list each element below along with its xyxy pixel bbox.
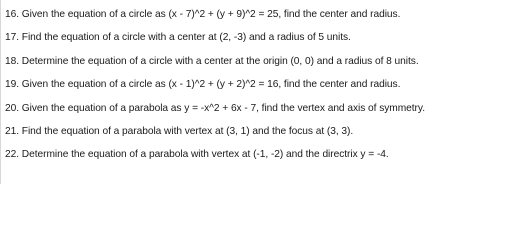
- question-number: 22.: [5, 149, 20, 161]
- question-number: 17.: [5, 32, 20, 44]
- question-text: Given the equation of a circle as (x - 7)^2 + (y + 9)^2 = 25, find the center and radius.: [21, 9, 401, 20]
- question-item: [5, 97, 517, 120]
- page-border: [0, 0, 1, 184]
- question-number: 18.: [5, 55, 20, 67]
- question-text: Determine the equation of a parabola with vertex at (-1, -2) and the directrix y = -4.: [21, 149, 389, 161]
- question-text: Find the equation of a parabola with vertex at (3, 1) and the focus at (3, 3).: [21, 125, 354, 137]
- question-item: [5, 3, 517, 26]
- question-item: [5, 143, 517, 166]
- question-number: 16.: [5, 9, 20, 20]
- question-list: [5, 3, 517, 167]
- question-text: Given the equation of a circle as (x - 1)^2 + (y + 2)^2 = 16, find the center and radius.: [21, 79, 401, 91]
- question-text: Find the equation of a circle with a center at (2, -3) and a radius of 5 units.: [21, 32, 351, 44]
- question-text: Determine the equation of a circle with a center at the origin (0, 0) and a radius of 8 units.: [21, 55, 419, 67]
- question-item: [5, 73, 517, 96]
- question-item: [5, 120, 517, 143]
- question-text: Given the equation of a parabola as y = -x^2 + 6x - 7, find the vertex and axis of symmetry.: [21, 102, 425, 114]
- question-number: 21.: [5, 125, 20, 137]
- question-number: 20.: [5, 102, 20, 114]
- question-item: [5, 26, 517, 49]
- question-item: [5, 50, 517, 73]
- question-number: 19.: [5, 79, 20, 91]
